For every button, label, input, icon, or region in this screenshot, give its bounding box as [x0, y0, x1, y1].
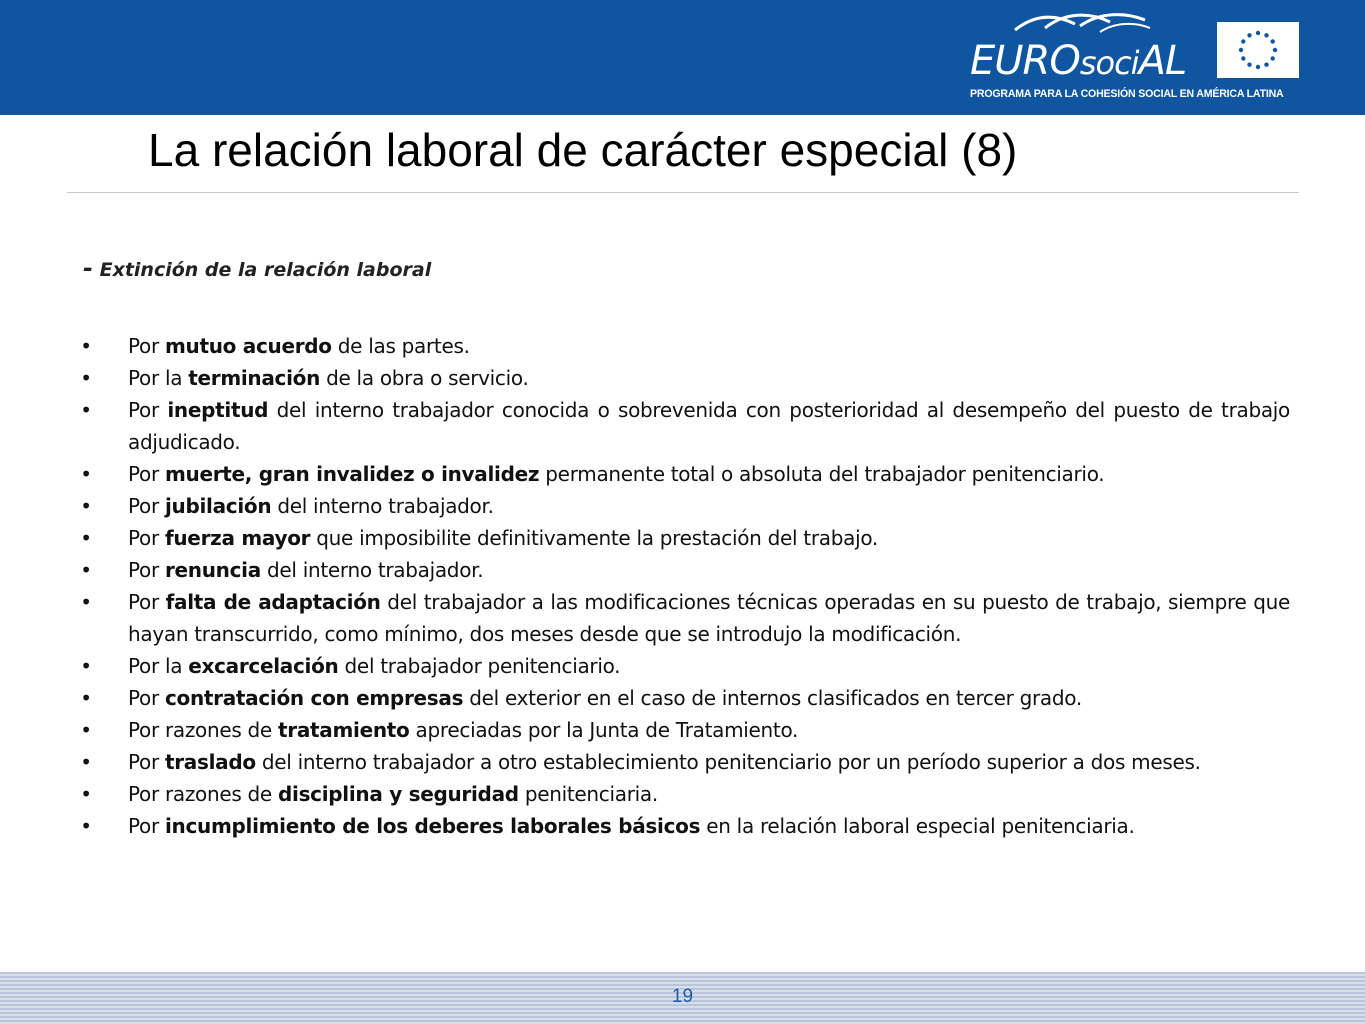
bullet-bold-text: disciplina y seguridad — [278, 782, 519, 806]
list-item — [76, 522, 1290, 554]
bullet-text: en la relación laboral especial penitenciaria. — [700, 814, 1135, 838]
bullet-bold-text: jubilación — [164, 494, 272, 518]
bullet-text: Por — [128, 750, 165, 774]
bullet-text: del exterior en el caso de internos clasificados en tercer grado. — [463, 686, 1082, 710]
bullet-text: que imposibilite definitivamente la prestación del trabajo. — [310, 526, 878, 550]
logo-word-lower: soci — [1079, 44, 1139, 82]
bullet-text: Por razones de — [128, 718, 278, 742]
bullet-text: permanente total o absoluta del trabajador penitenciario. — [539, 462, 1105, 486]
bullet-bold-text: renuncia — [164, 558, 261, 582]
list-item — [76, 554, 1290, 586]
eu-flag-icon — [1217, 22, 1299, 78]
bullet-bold-text: muerte, gran invalidez o invalidez — [164, 462, 540, 486]
bullet-bold-text: fuerza mayor — [164, 526, 311, 550]
bullet-bold-text: falta de adaptación — [165, 590, 381, 614]
logo-waves-icon — [1005, 8, 1155, 36]
bullet-dot-icon: • — [80, 782, 92, 806]
section-heading-text: Extinción de la relación laboral — [99, 259, 432, 281]
bullet-text: Por — [128, 526, 165, 550]
bullet-text: Por la — [128, 366, 189, 390]
eu-star-icon — [1241, 39, 1245, 43]
section-heading — [83, 252, 431, 286]
eu-star-icon — [1273, 48, 1277, 52]
eurosocial-logo — [965, 8, 1305, 110]
bullet-bold-text: incumplimiento de los deberes laborales básicos — [164, 814, 701, 838]
bullet-text: Por — [128, 558, 165, 582]
bullet-dot-icon: • — [80, 686, 92, 710]
logo-word-end: AL — [1138, 38, 1187, 84]
bullet-dot-icon: • — [80, 654, 92, 678]
header-bar — [0, 0, 1365, 115]
bullet-dot-icon: • — [80, 398, 92, 422]
bullet-text: Por — [128, 398, 168, 422]
eu-star-icon — [1247, 33, 1251, 37]
bullet-text: Por — [128, 494, 165, 518]
bullet-dot-icon: • — [80, 366, 92, 390]
eu-star-icon — [1241, 56, 1245, 60]
bullet-text: Por — [128, 334, 165, 358]
logo-wordmark — [970, 36, 1186, 86]
bullet-text: del trabajador a las modificaciones técnicas operadas en su puesto de trabajo, siempre que hayan transcurrido, como mínimo, dos meses desde que se introdujo la modificación. — [128, 590, 1290, 646]
eu-star-icon — [1239, 48, 1243, 52]
bullet-text: Por — [128, 686, 165, 710]
bullet-text: penitenciaria. — [518, 782, 658, 806]
eu-star-icon — [1256, 65, 1260, 69]
eu-star-icon — [1271, 56, 1275, 60]
slide-title: La relación laboral de carácter especial (8) — [148, 124, 1018, 176]
list-item — [76, 810, 1290, 842]
section-dash: - — [83, 254, 93, 282]
bullet-bold-text: excarcelación — [188, 654, 339, 678]
list-item — [76, 714, 1290, 746]
bullet-text: del interno trabajador. — [271, 494, 494, 518]
list-item — [76, 682, 1290, 714]
bullet-bold-text: terminación — [188, 366, 321, 390]
bullet-dot-icon: • — [80, 558, 92, 582]
title-divider — [67, 192, 1299, 193]
bullet-bold-text: ineptitud — [167, 398, 269, 422]
bullet-text: Por — [128, 814, 165, 838]
list-item — [76, 650, 1290, 682]
bullet-text: del interno trabajador. — [260, 558, 484, 582]
bullet-text: Por — [128, 590, 166, 614]
bullet-dot-icon: • — [80, 590, 92, 614]
list-item — [76, 778, 1290, 810]
bullet-bold-text: traslado — [164, 750, 256, 774]
eu-star-icon — [1256, 31, 1260, 35]
list-item — [76, 490, 1290, 522]
eu-star-icon — [1264, 63, 1268, 67]
bullet-bold-text: mutuo acuerdo — [164, 334, 332, 358]
bullet-text: del trabajador penitenciario. — [338, 654, 621, 678]
bullet-bold-text: tratamiento — [278, 718, 410, 742]
bullet-text: Por razones de — [128, 782, 278, 806]
list-item — [76, 458, 1290, 490]
eu-star-icon — [1264, 33, 1268, 37]
list-item — [76, 330, 1290, 362]
bullet-text: de la obra o servicio. — [320, 366, 529, 390]
list-item — [76, 586, 1290, 650]
bullet-dot-icon: • — [80, 526, 92, 550]
extinction-causes-list — [76, 330, 1290, 842]
page-number: 19 — [671, 986, 694, 1007]
bullet-dot-icon: • — [80, 750, 92, 774]
bullet-dot-icon: • — [80, 334, 92, 358]
eu-star-icon — [1271, 39, 1275, 43]
bullet-dot-icon: • — [80, 718, 92, 742]
bullet-text: Por la — [128, 654, 189, 678]
list-item — [76, 746, 1290, 778]
logo-tagline: PROGRAMA PARA LA COHESIÓN SOCIAL EN AMÉRICA LATINA — [970, 88, 1284, 100]
list-item — [76, 394, 1290, 458]
bullet-text: apreciadas por la Junta de Tratamiento. — [409, 718, 799, 742]
bullet-text: Por — [128, 462, 165, 486]
list-item — [76, 362, 1290, 394]
bullet-text: del interno trabajador conocida o sobrevenida con posterioridad al desempeño del puesto de trabajo adjudicado. — [128, 398, 1290, 454]
bullet-bold-text: contratación con empresas — [164, 686, 464, 710]
bullet-dot-icon: • — [80, 814, 92, 838]
bullet-text: del interno trabajador a otro establecimiento penitenciario por un período superior a dos meses. — [255, 750, 1201, 774]
bullet-dot-icon: • — [80, 462, 92, 486]
logo-word-upper: EURO — [970, 38, 1080, 84]
bullet-text: de las partes. — [331, 334, 470, 358]
bullet-dot-icon: • — [80, 494, 92, 518]
eu-star-icon — [1247, 63, 1251, 67]
